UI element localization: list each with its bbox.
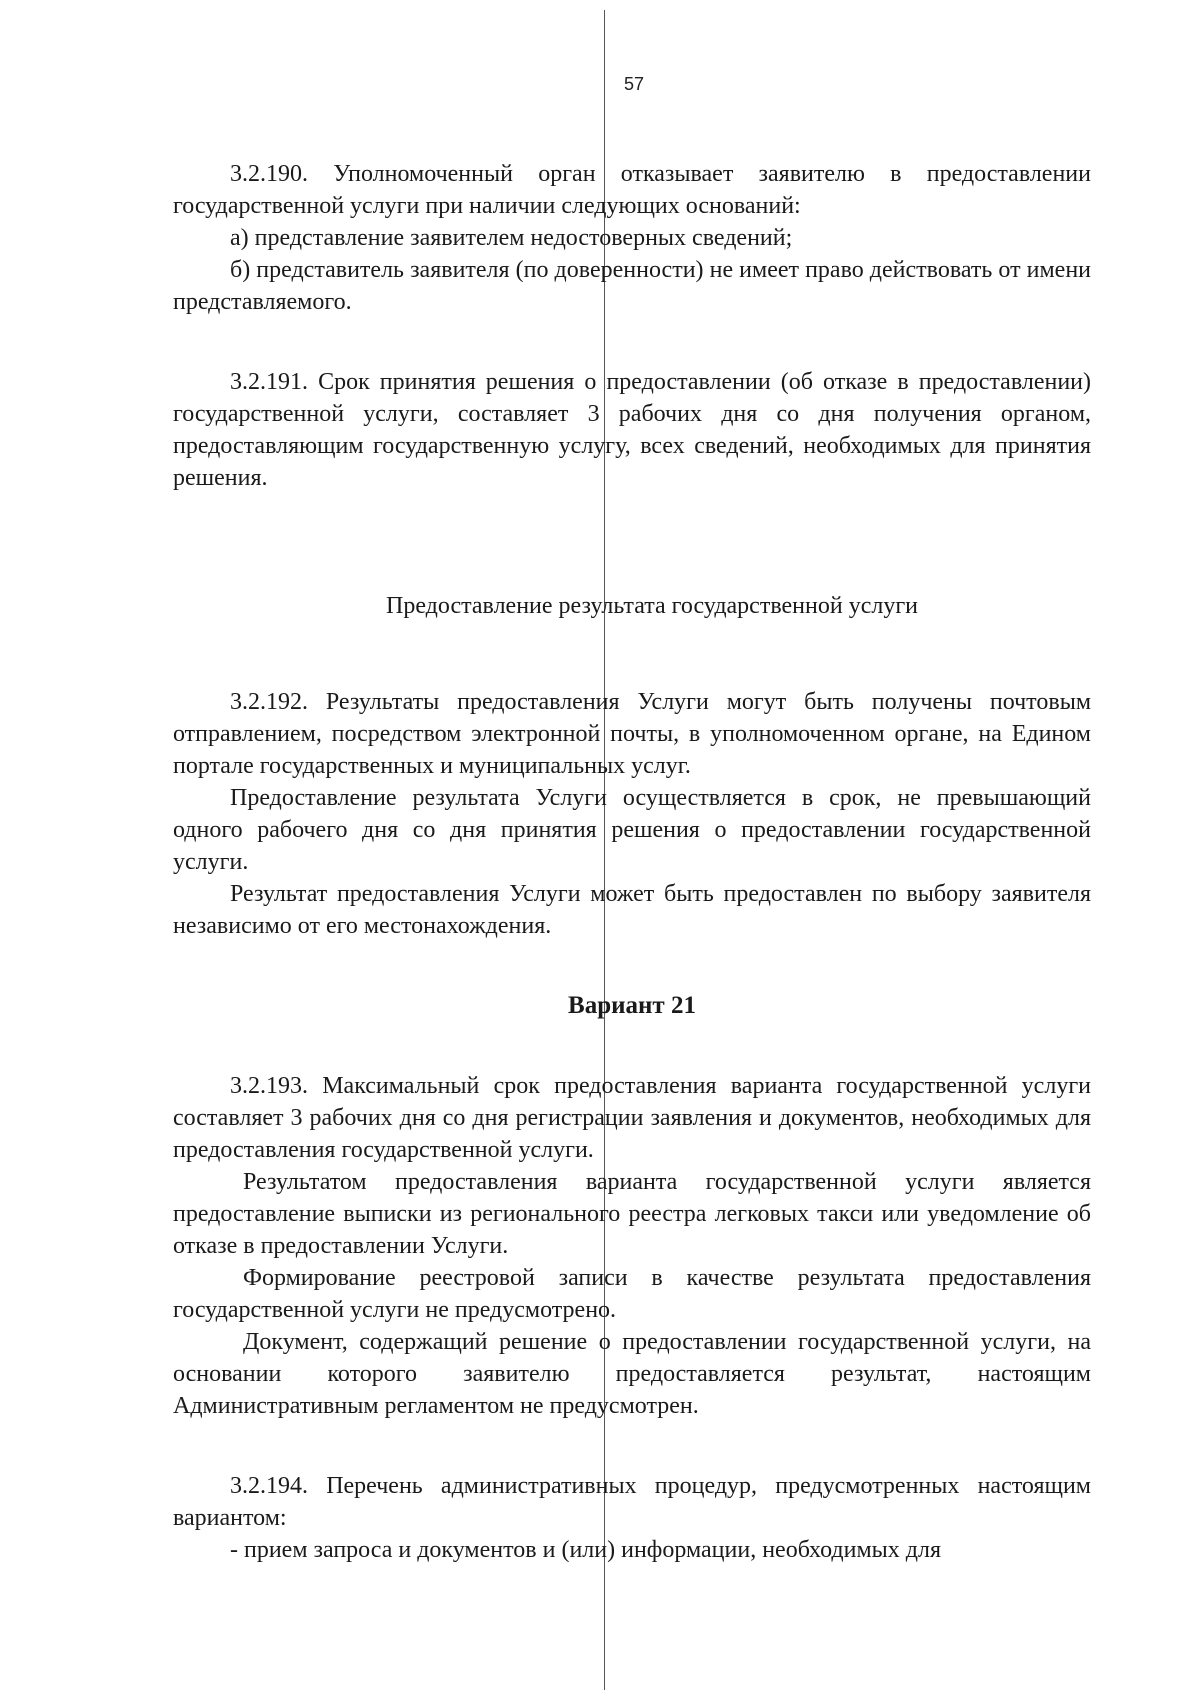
document-body bbox=[173, 158, 1091, 1566]
paragraph-registry-record: Формирование реестровой записи в качестве результата предоставления государственной услуги не предусмотрено. bbox=[173, 1265, 1091, 1323]
list-item-b: б) представитель заявителя (по доверенности) не имеет право действовать от имени представляемого. bbox=[173, 257, 1091, 315]
paragraph-3-2-190: 3.2.190. Уполномоченный орган отказывает заявителю в предоставлении государственной услуги при наличии следующих оснований: bbox=[173, 161, 1091, 219]
paragraph-3-2-192: 3.2.192. Результаты предоставления Услуги могут быть получены почтовым отправлением, посредством электронной почты, в уполномоченном органе, на Едином портале государственных и муниципальных услуг. bbox=[173, 689, 1091, 779]
paragraph-3-2-194: 3.2.194. Перечень административных процедур, предусмотренных настоящим вариантом: bbox=[173, 1473, 1091, 1531]
paragraph-result-location: Результат предоставления Услуги может быть предоставлен по выбору заявителя независимо от его местонахождения. bbox=[173, 881, 1091, 939]
paragraph-decision-document: Документ, содержащий решение о предоставлении государственной услуги, на основании которого заявителю предоставляется результат, настоящим Административным регламентом не предусмотрен. bbox=[173, 1329, 1091, 1419]
paragraph-3-2-193: 3.2.193. Максимальный срок предоставления варианта государственной услуги составляет 3 рабочих дня со дня регистрации заявления и документов, необходимых для предоставления государственной услуги. bbox=[173, 1073, 1091, 1163]
list-item-a: а) представление заявителем недостоверных сведений; bbox=[230, 225, 793, 251]
section-heading-variant: Вариант 21 bbox=[568, 992, 696, 1019]
list-item-procedure: - прием запроса и документов и (или) информации, необходимых для bbox=[230, 1537, 941, 1563]
paragraph-result-deadline: Предоставление результата Услуги осуществляется в срок, не превышающий одного рабочего дня со дня принятия решения о предоставлении государственной услуги. bbox=[173, 785, 1091, 875]
section-heading-result: Предоставление результата государственной услуги bbox=[385, 593, 919, 619]
page-number: 57 bbox=[624, 74, 645, 94]
paragraph-result-variant: Результатом предоставления варианта государственной услуги является предоставление выписки из регионального реестра легковых такси или уведомление об отказе в предоставлении Услуги. bbox=[173, 1169, 1091, 1259]
paragraph-3-2-191: 3.2.191. Срок принятия решения о предоставлении (об отказе в предоставлении) государственной услуги, составляет 3 рабочих дня со дня получения органом, предоставляющим государственную услугу, всех сведений, необходимых для принятия решения. bbox=[173, 369, 1091, 491]
